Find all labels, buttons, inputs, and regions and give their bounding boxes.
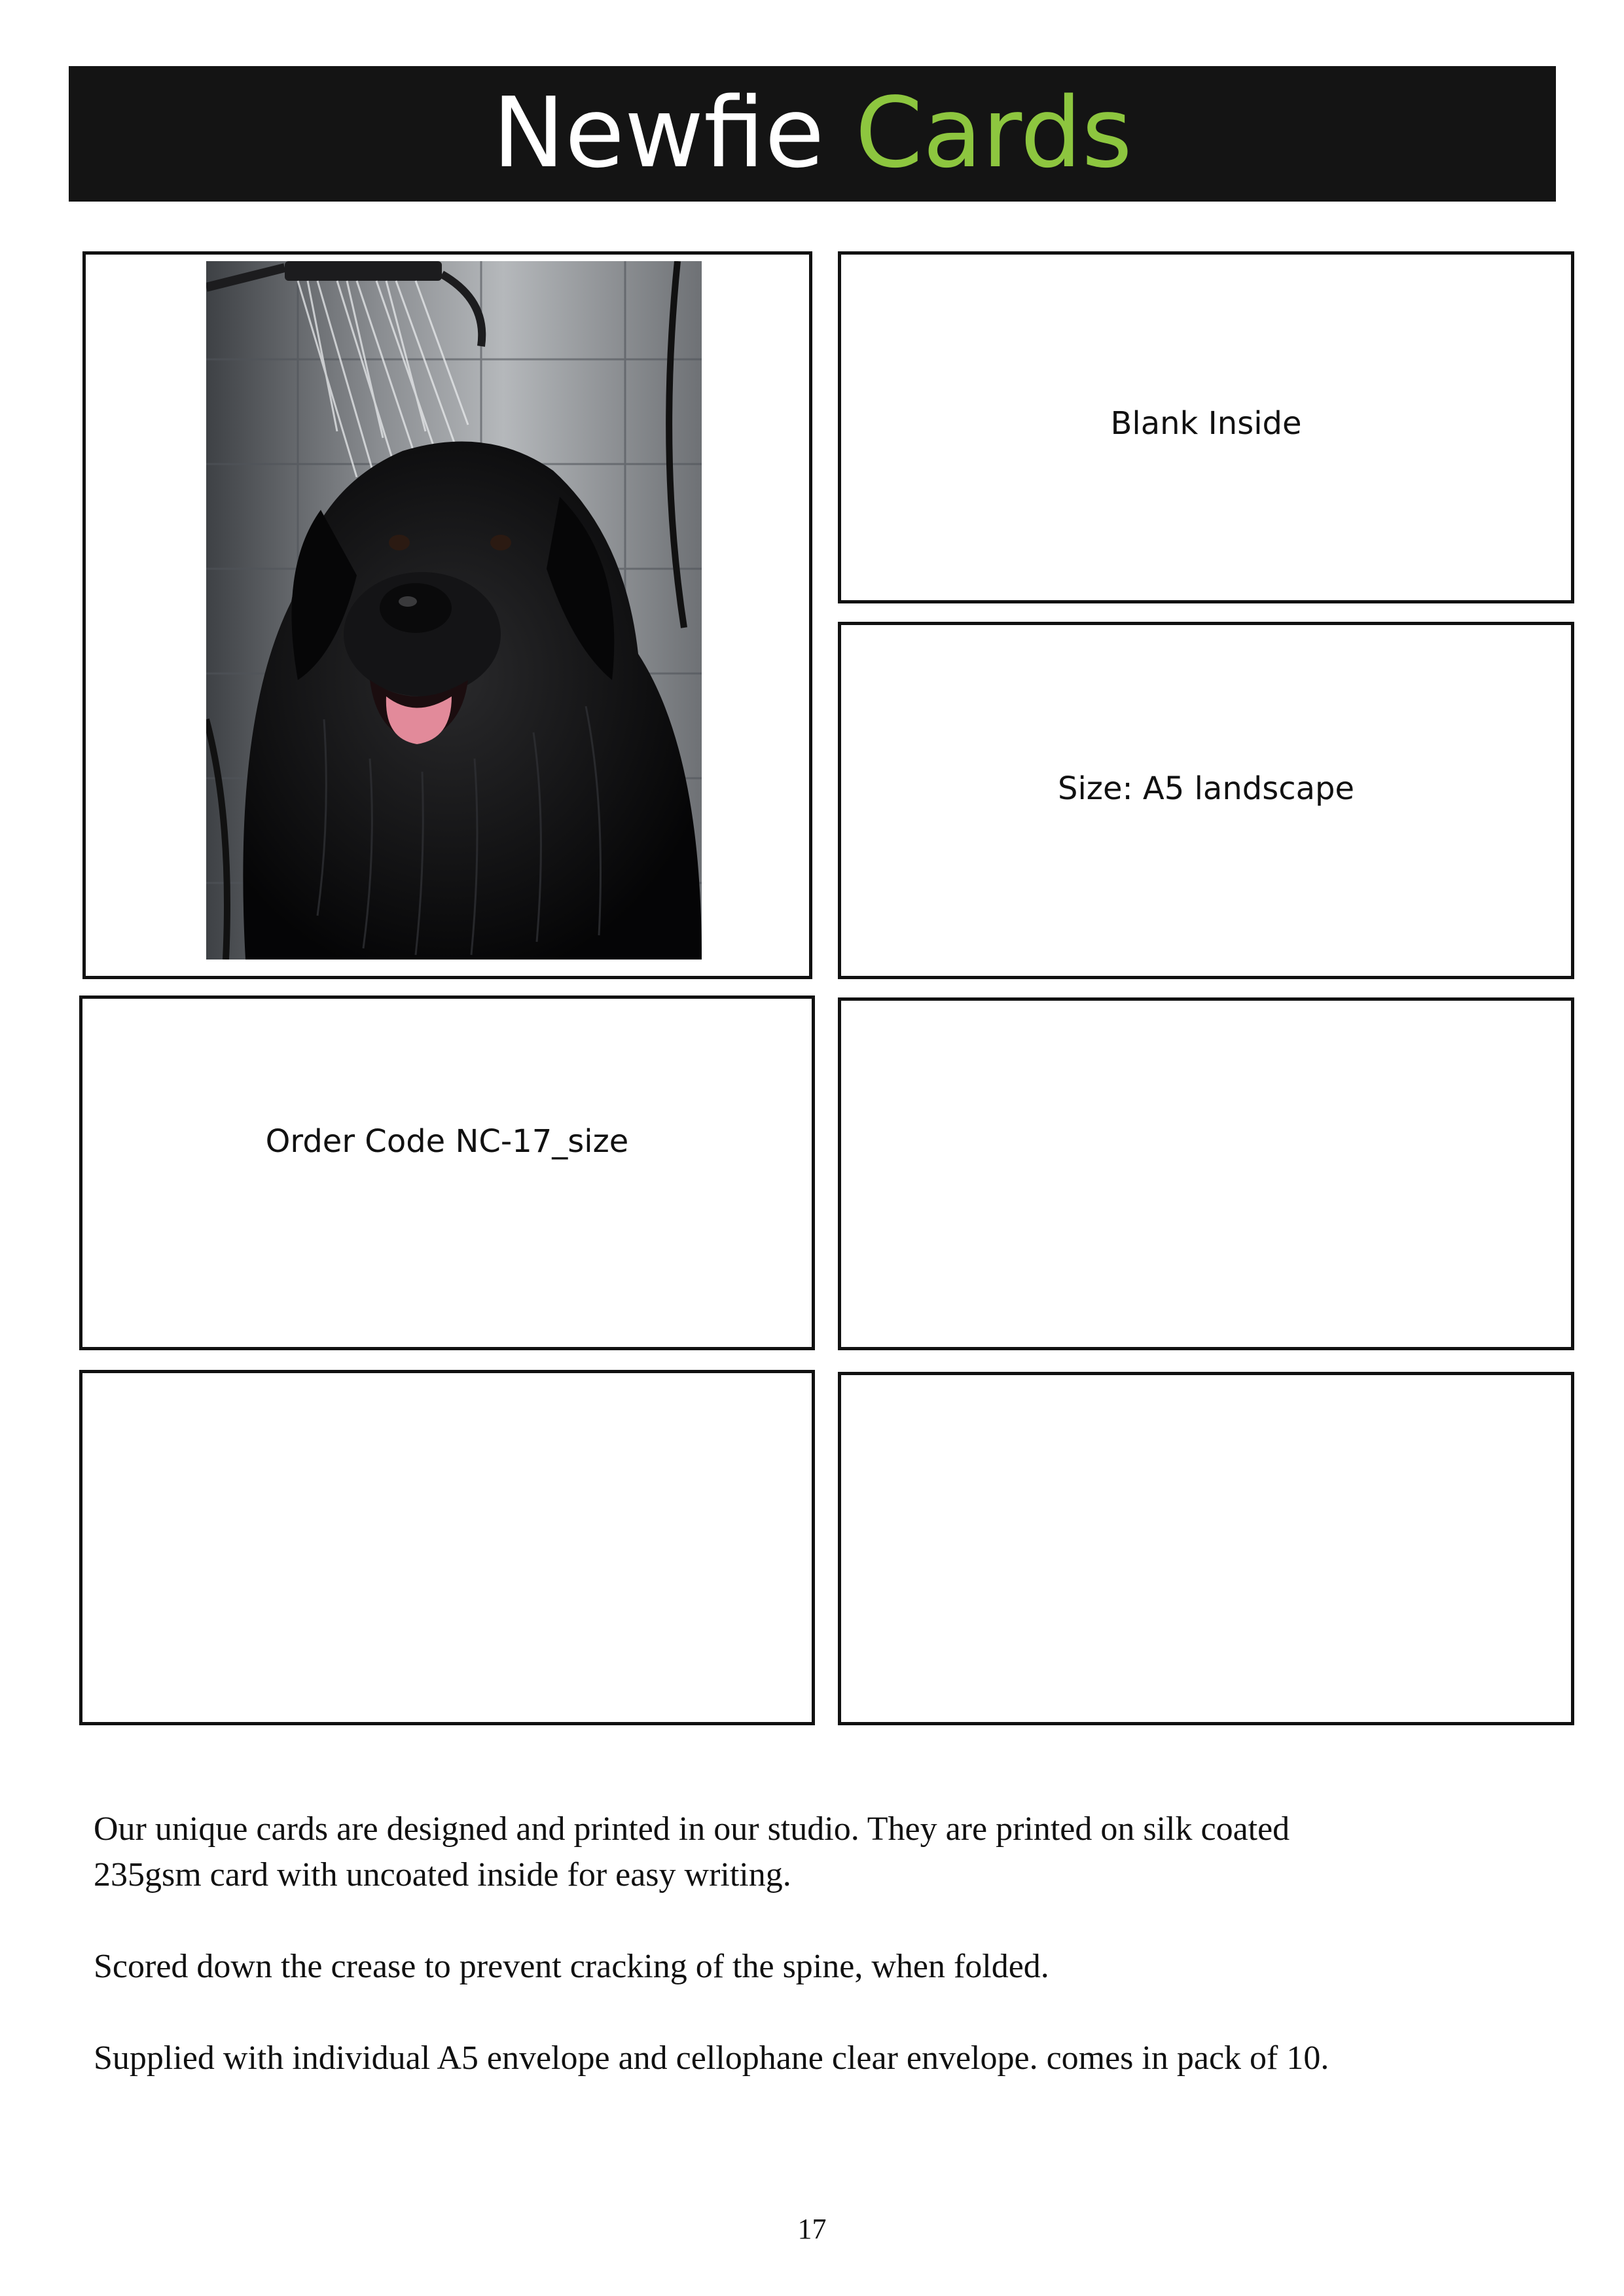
empty-box-row3-left (79, 1370, 815, 1725)
page-title (492, 76, 1132, 189)
description-line-1: Our unique cards are designed and printed in our studio. They are printed on silk coated (94, 1810, 1290, 1848)
empty-box-row2-right (838, 997, 1574, 1350)
description-line-2: 235gsm card with uncoated inside for easy writing. (94, 1856, 791, 1893)
title-accent: Cards (855, 76, 1132, 189)
title-main: Newfie (492, 76, 825, 189)
page-number: 17 (797, 2213, 827, 2245)
header-bar (69, 66, 1556, 202)
empty-box-row3-right (838, 1372, 1574, 1725)
card-inside-label: Blank Inside (1110, 405, 1302, 442)
description-paragraph-1 (94, 1806, 1534, 1898)
description-paragraph-3: Supplied with individual A5 envelope and cellophane clear envelope. comes in pack of 10. (94, 2039, 1329, 2077)
description-paragraph-2: Scored down the crease to prevent cracking of the spine, when folded. (94, 1948, 1049, 1985)
order-code-box (79, 996, 815, 1350)
card-size-label: Size: A5 landscape (1057, 770, 1355, 807)
card-inside-box (838, 251, 1574, 603)
order-code-label: Order Code NC-17_size (265, 1123, 629, 1160)
card-size-box (838, 622, 1574, 979)
newfoundland-dog-photo (206, 261, 702, 960)
